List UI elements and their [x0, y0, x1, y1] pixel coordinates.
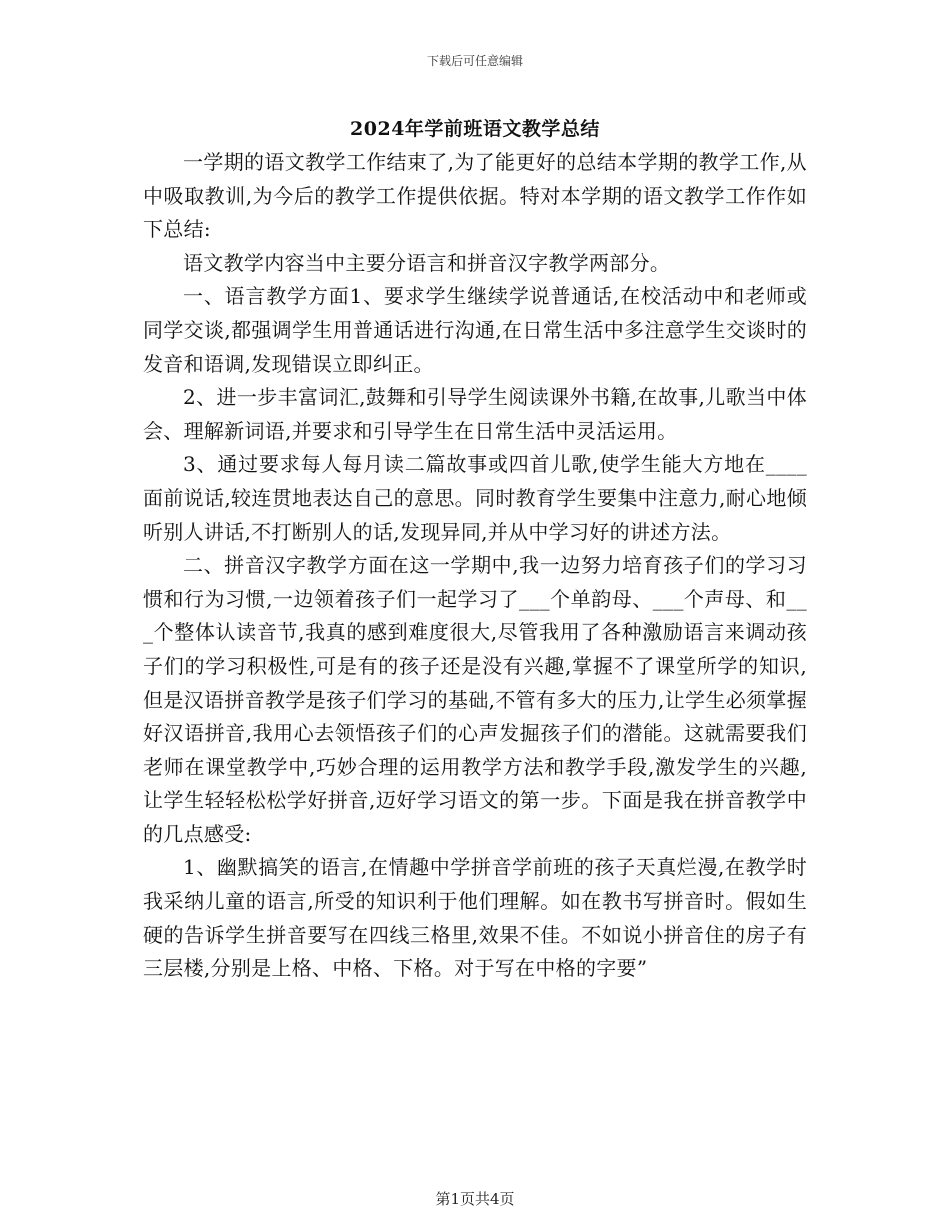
paragraph-overview: 语文教学内容当中主要分语言和拼音汉字教学两部分。 — [183, 250, 671, 275]
page-header-note: 下载后可任意编辑 — [426, 54, 523, 68]
paragraph-intro: 一学期的语文教学工作结束了,为了能更好的总结本学期的教学工作,从中吸取教训,为今后的教学工作提供依据。特对本学期的语文教学工作作如下总结: — [143, 150, 807, 242]
document-title: 2024年学前班语文教学总结 — [350, 118, 600, 140]
paragraph-language-1: 一、语言教学方面1、要求学生继续学说普通话,在校活动中和老师或同学交谈,都强调学生用普通话进行沟通,在日常生活中多注意学生交谈时的发音和语调,发现错误立即纠正。 — [143, 284, 807, 376]
paragraph-pinyin: 二、拼音汉字教学方面在这一学期中,我一边努力培育孩子们的学习习惯和行为习惯,一边领着孩子们一起学习了___个单韵母、___个声母、和___个整体认读音节,我真的感到难度很大,尽管我用了各种激励语言来调动孩子们的学习积极性,可是有的孩子还是没有兴趣,掌握不了课堂所学的知识,但是汉语拼音教学是孩子们学习的基础,不管有多大的压力,让学生必须掌握好汉语拼音,我用心去领悟孩子们的心声发掘孩子们的潜能。这就需要我们老师在课堂教学中,巧妙合理的运用教学方法和教学手段,激发学生的兴趣,让学生轻轻松松学好拼音,迈好学习语文的第一步。下面是我在拼音教学中的几点感受: — [143, 553, 807, 846]
document-body — [143, 146, 807, 986]
paragraph-pinyin-1: 1、幽默搞笑的语言,在情趣中学拼音学前班的孩子天真烂漫,在教学时我采纳儿童的语言,所受的知识利于他们理解。如在教书写拼音时。假如生硬的告诉学生拼音要写在四线三格里,效果不佳。不如说小拼音住的房子有三层楼,分别是上格、中格、下格。对于写在中格的字要” — [143, 855, 807, 981]
page-number: 第1页共4页 — [435, 1190, 515, 1208]
paragraph-language-3: 3、通过要求每人每月读二篇故事或四首儿歌,使学生能大方地在____面前说话,较连贯地表达自己的意思。同时教育学生要集中注意力,耐心地倾听别人讲话,不打断别人的话,发现异同,并从中学习好的讲述方法。 — [143, 452, 807, 544]
paragraph-language-2: 2、进一步丰富词汇,鼓舞和引导学生阅读课外书籍,在故事,儿歌当中体会、理解新词语,并要求和引导学生在日常生活中灵活运用。 — [143, 385, 807, 443]
